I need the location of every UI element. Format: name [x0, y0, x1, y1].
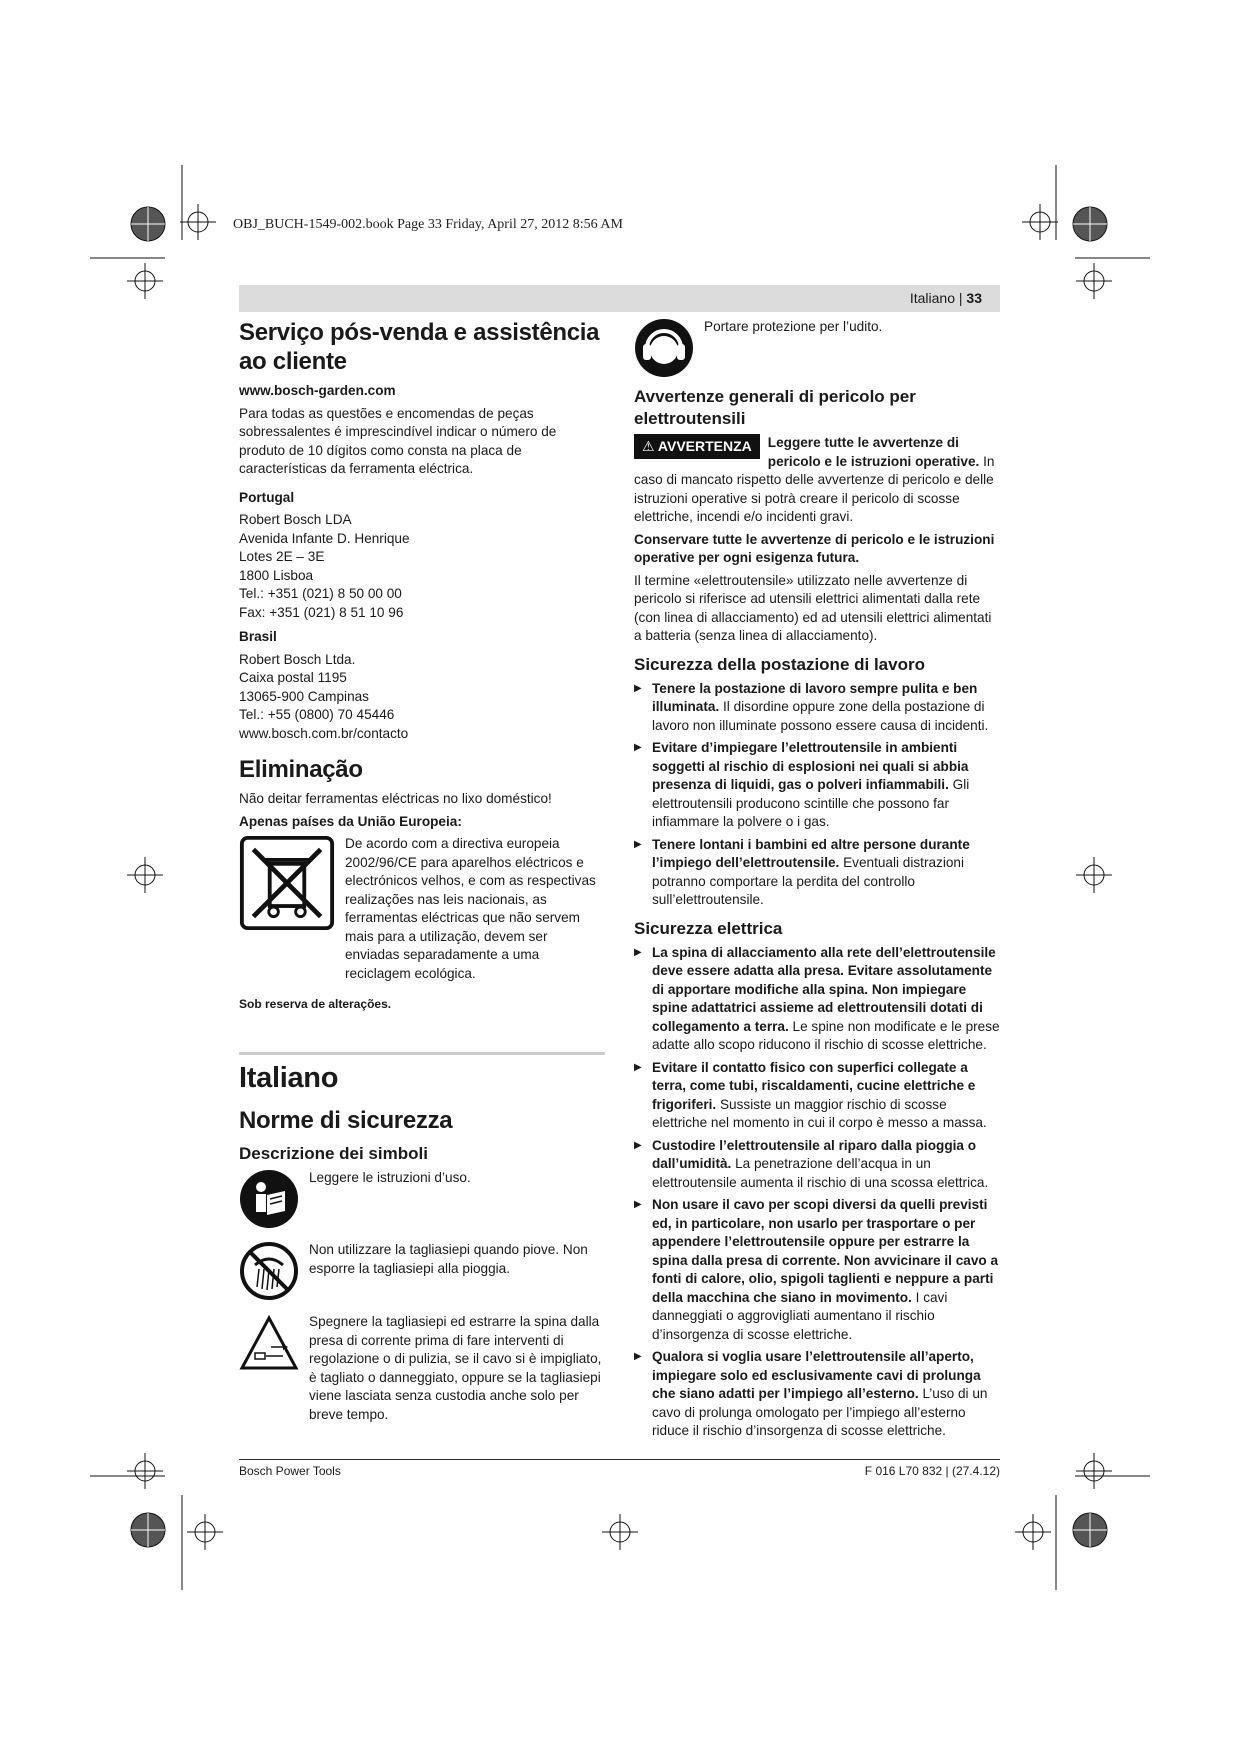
item-bold: Tenere lontani i bambini ed altre persone durante l’impiego dell’elettroutensile.	[652, 836, 970, 870]
item-text: Il disordine oppure zone della postazione di lavoro non illuminate possono essere causa di incidenti.	[652, 699, 989, 733]
address-line: Tel.: +55 (0800) 70 45446	[239, 707, 395, 722]
language-title: Italiano	[239, 1062, 339, 1094]
eu-text: De acordo com a directiva europeia 2002/96/CE para aparelhos eléctricos e electrónicos velhos, e com as respectivas realizações nas leis nacionais, as ferramentas eléctricas que não servem mais para a utilização, devem ser enviadas separadamente a uma reciclagem ecológica.	[345, 836, 596, 981]
portugal-label: Portugal	[239, 489, 295, 505]
page-number: 33	[966, 290, 982, 306]
item-bold: Evitare d’impiegare l’elettroutensile in ambienti soggetti al rischio di esplosioni nei quali si abbia presenza di liquidi, gas o polveri infiammabili.	[652, 740, 969, 792]
keep-instructions: Conservare tutte le avvertenze di pericolo e le istruzioni operative per ogni esigenza futura.	[634, 531, 995, 565]
item-bold: Non usare il cavo per scopi diversi da quelli previsti ed, in particolare, non usarlo per trasportare o per appendere l’elettroutensile oppure per estrarre la spina dalla presa di corrente. Non avvicinare il cavo a fonti di calore, olio, spigoli taglienti e neppure a parti della macchina che siano in movimento.	[652, 1197, 999, 1305]
item-text: La penetrazione dell’acqua in un elettroutensile aumenta il rischio di una scossa elettrica.	[652, 1156, 989, 1190]
symbol-row	[239, 1241, 605, 1301]
address-line: Lotes 2E – 3E	[239, 549, 325, 564]
symbol-text: Spegnere la tagliasiepi ed estrarre la spina dalla presa di corrente prima di fare interventi di regolazione o di pulizia, se il cavo si è impigliato, è tagliato o danneggiato, oppure se la tagliasiepi viene lasciata senza custodia anche solo per breve tempo.	[309, 1314, 602, 1422]
weee-row	[239, 835, 605, 983]
brasil-address	[239, 651, 605, 744]
item-bold: Custodire l’elettroutensile al riparo dalla pioggia o dall’umidità.	[652, 1137, 977, 1171]
footer-right: F 016 L70 832 | (27.4.12)	[864, 1464, 1000, 1478]
symbol-row	[239, 1313, 605, 1424]
disposal-text: Não deitar ferramentas eléctricas no lixo doméstico!	[239, 791, 552, 806]
item-bold: Tenere la postazione di lavoro sempre pulita e ben illuminata.	[652, 680, 978, 714]
page-header	[239, 285, 1000, 312]
item-bold: Qualora si voglia usare l’elettroutensile all’aperto, impiegare solo ed esclusivamente cavi di prolunga che siano adatti per l’impiego all’esterno.	[652, 1349, 981, 1401]
warning-paragraph	[634, 434, 1000, 527]
general-warnings-title: Avvertenze generali di pericolo per elettroutensili	[634, 387, 916, 428]
crossed-bin-icon	[239, 835, 335, 931]
list-item	[634, 1348, 1000, 1441]
list-item	[634, 1137, 1000, 1193]
safety-title: Norme di sicurezza	[239, 1107, 453, 1134]
address-line: Robert Bosch LDA	[239, 512, 352, 527]
list-item	[634, 680, 1000, 736]
electric-list	[634, 944, 1000, 1441]
no-rain-icon	[239, 1241, 299, 1301]
term-text: Il termine «elettroutensile» utilizzato nelle avvertenze di pericolo si riferisce ad utensili elettrici alimentati dalla rete (con linea di allacciamento) ed ad utensili elettrici alimentati a batteria (senza linea di allacciamento).	[634, 572, 992, 643]
item-text: Sussiste un maggior rischio di scosse elettriche nel momento in cui il corpo è messo a massa.	[652, 1096, 987, 1130]
right-column	[634, 318, 1000, 1445]
book-line: OBJ_BUCH-1549-002.book Page 33 Friday, April 27, 2012 8:56 AM	[233, 217, 623, 232]
header-label	[910, 290, 982, 306]
eu-label: Apenas países da União Europeia:	[239, 813, 462, 829]
list-item	[634, 944, 1000, 1055]
italian-section	[239, 1060, 605, 1436]
address-line: Avenida Infante D. Henrique	[239, 530, 410, 546]
footer-rule	[239, 1459, 1000, 1460]
address-line: Caixa postal 1195	[239, 670, 347, 685]
warning-badge: ⚠ AVVERTENZA	[634, 434, 760, 459]
unplug-warning-icon	[239, 1313, 299, 1373]
portugal-address	[239, 511, 605, 622]
warning-bold: Leggere tutte le avvertenze di pericolo e le istruzioni operative.	[767, 435, 980, 469]
symbols-title: Descrizione dei simboli	[239, 1144, 428, 1163]
disposal-title: Eliminação	[239, 756, 363, 783]
list-item	[634, 739, 1000, 832]
header-section: Italiano |	[909, 290, 963, 306]
hearing-row	[634, 318, 1000, 378]
workplace-list	[634, 680, 1000, 910]
symbol-row	[239, 1169, 605, 1229]
left-column	[239, 318, 605, 1018]
electric-title: Sicurezza elettrica	[634, 918, 783, 938]
item-text: Gli elettroutensili producono scintille che possono far infiammare la polvere o i gas.	[652, 777, 970, 829]
list-item	[634, 836, 1000, 910]
warning-text: In caso di mancato rispetto delle avvertenze di pericolo e delle istruzioni operative si potrà creare il pericolo di scosse elettriche, incendi e/o incidenti gravi.	[634, 453, 995, 524]
item-text: I cavi danneggiati o aggrovigliati aumentano il rischio d’insorgenza di scosse elettriche.	[652, 1289, 948, 1342]
section-rule	[239, 1052, 605, 1055]
address-line: Fax: +351 (021) 8 51 10 96	[239, 604, 404, 620]
item-text: Eventuali distrazioni potranno comportare la perdita del controllo sull’elettroutensile.	[652, 855, 965, 907]
address-line: Tel.: +351 (021) 8 50 00 00	[239, 586, 402, 601]
service-text: Para todas as questões e encomendas de peças sobressalentes é imprescindível indicar o número de produto de 10 dígitos como consta na placa de características da ferramenta eléctrica.	[239, 405, 557, 476]
footer-left: Bosch Power Tools	[239, 1464, 341, 1478]
address-line: Robert Bosch Ltda.	[239, 651, 356, 667]
address-line: 1800 Lisboa	[239, 567, 314, 583]
address-line: 13065-900 Campinas	[239, 688, 369, 704]
workplace-title: Sicurezza della postazione di lavoro	[634, 654, 925, 674]
read-manual-icon	[239, 1169, 299, 1229]
list-item	[634, 1196, 1000, 1344]
item-text: Le spine non modificate e le prese adatte allo scopo riducono il rischio di scosse elettriche.	[652, 1018, 1000, 1052]
warning-badge-label: AVVERTENZA	[657, 438, 752, 454]
service-title: Serviço pós-venda e assistência ao cliente	[239, 319, 600, 375]
item-text: L’uso di un cavo di prolunga omologato per l’impiego all’esterno riduce il rischio d’insorgenza di scosse elettriche.	[652, 1386, 988, 1438]
item-bold: La spina di allacciamento alla rete dell’elettroutensile deve essere adatta alla presa. Evitare assolutamente di apportare modifiche alla spina. Non impiegare spine adattatrici assieme ad elettroutensili dotati di collegamento a terra.	[652, 944, 996, 1034]
symbol-text: Non utilizzare la tagliasiepi quando piove. Non esporre la tagliasiepi alla pioggia.	[309, 1242, 588, 1276]
ear-protection-icon	[634, 318, 694, 378]
website: www.bosch-garden.com	[239, 383, 396, 398]
list-item	[634, 1059, 1000, 1133]
brasil-label: Brasil	[239, 629, 277, 644]
reserve-note: Sob reserva de alterações.	[239, 997, 392, 1011]
address-line: www.bosch.com.br/contacto	[239, 725, 409, 741]
symbol-text: Leggere le istruzioni d’uso.	[309, 1170, 471, 1185]
hearing-text: Portare protezione per l’udito.	[704, 319, 883, 334]
item-bold: Evitare il contatto fisico con superfici collegate a terra, come tubi, riscaldamenti, cucine elettriche e frigoriferi.	[652, 1059, 976, 1112]
